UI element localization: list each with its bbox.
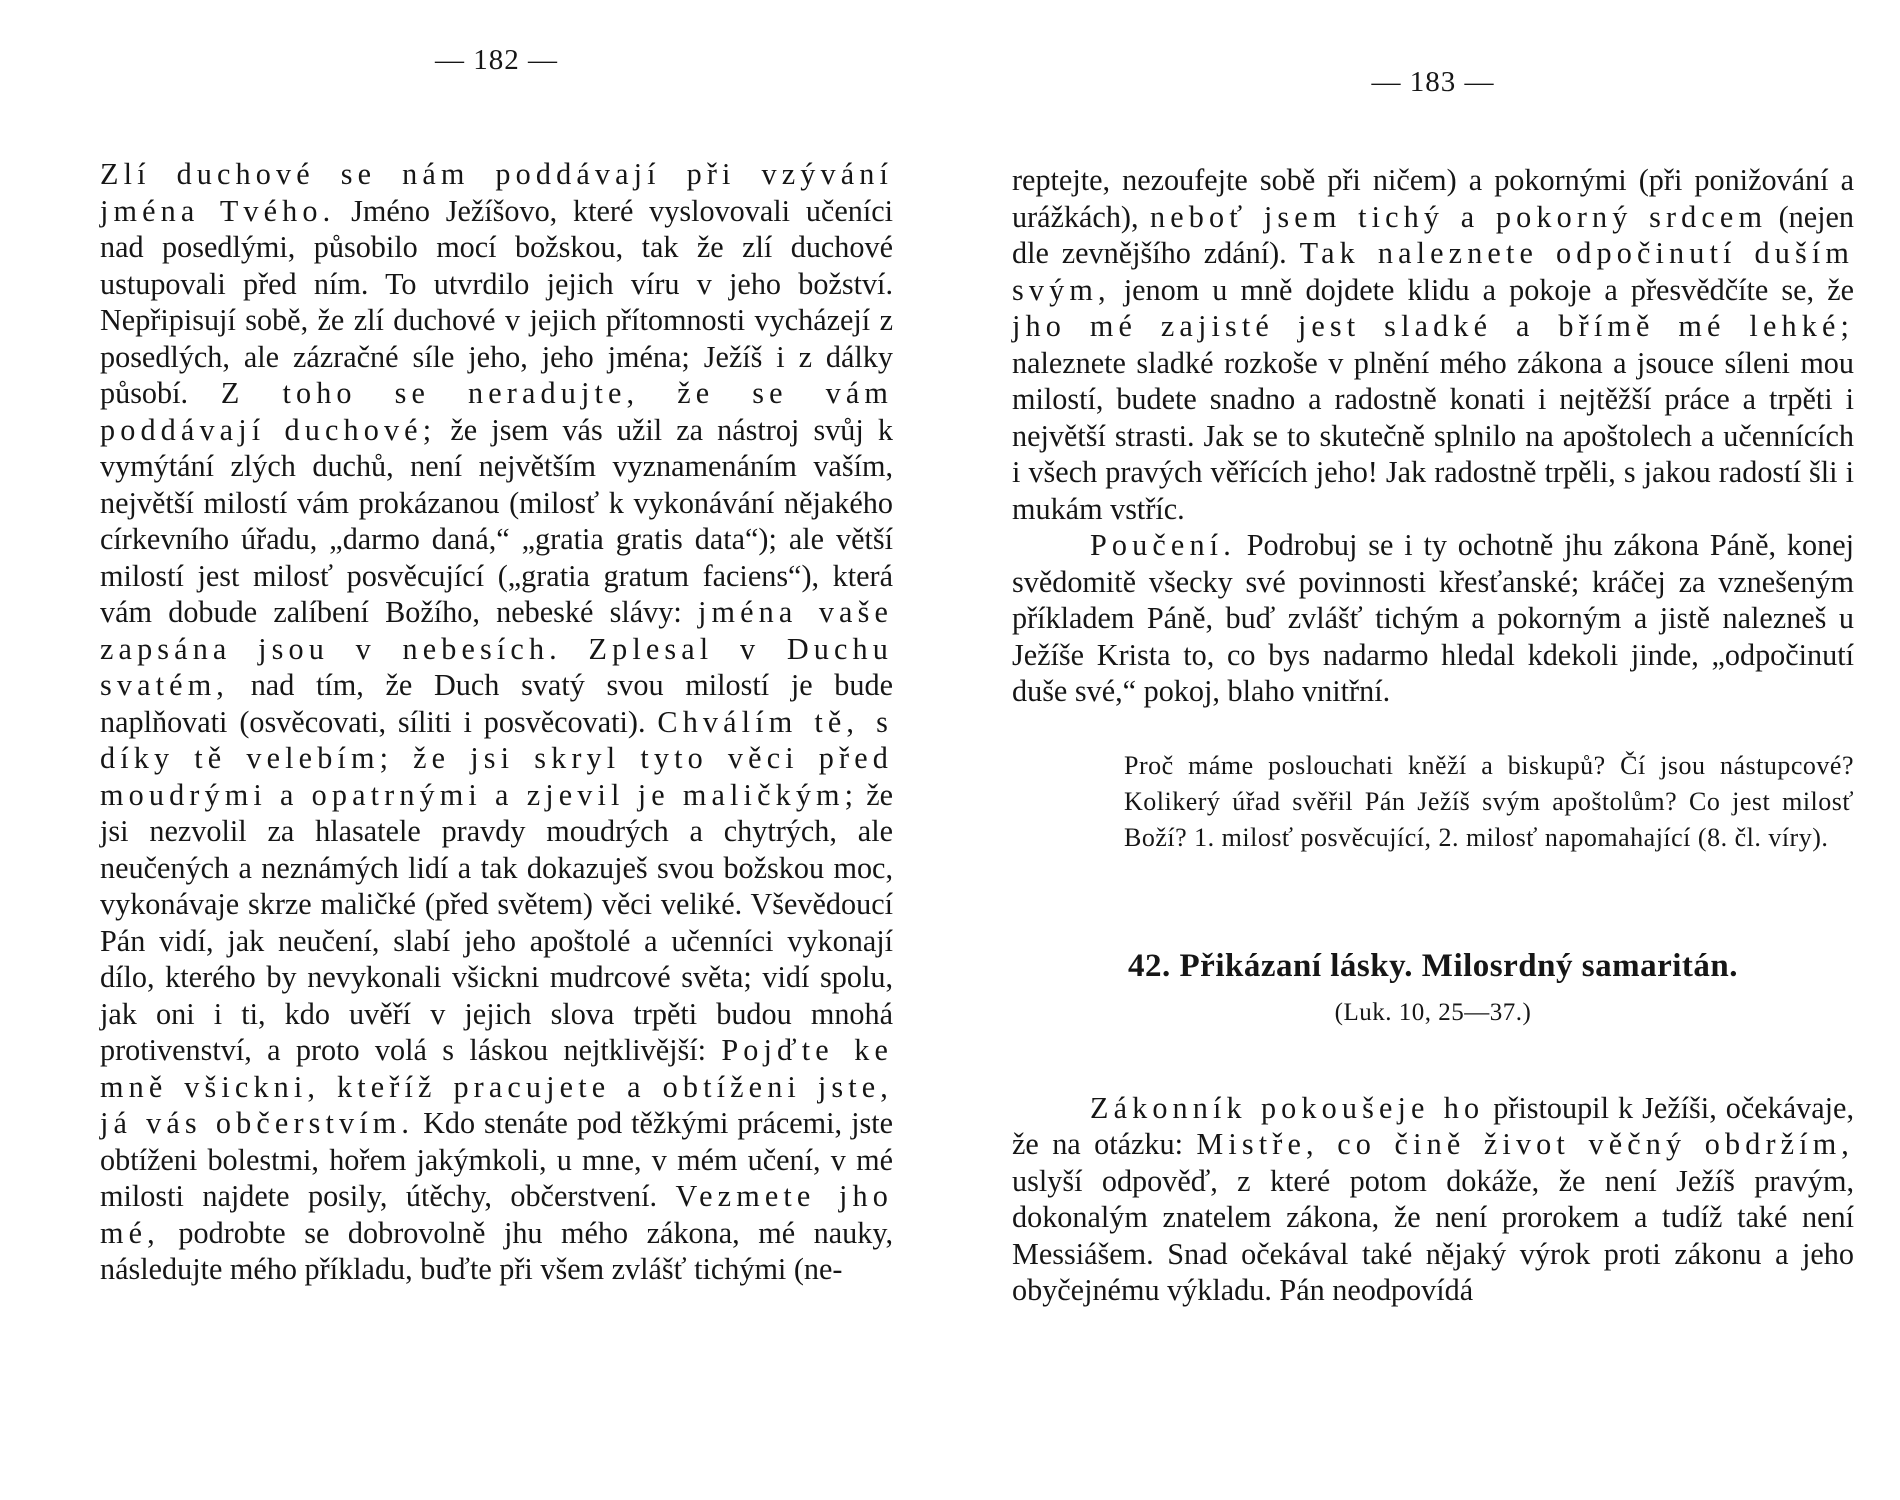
text-run: podrobte se dobrovolně jhu mého zákona, mé nauky, následujte mého příkladu, buďte při všem zvlášť tichými (ne- bbox=[100, 1215, 893, 1286]
text-run: Kdo stenáte pod těžkými prácemi, jste obtíženi bolestmi, hořem jakýmkoli, u mne, v mém učení, v mé milosti najdete posily, útěchy, občerstvení. bbox=[100, 1106, 893, 1213]
chapter-body bbox=[1012, 1090, 1854, 1309]
spaced-emphasis-text: neboť jsem tichý a pokorný srdcem bbox=[1150, 199, 1768, 234]
paragraph bbox=[100, 156, 893, 1288]
spaced-emphasis-text: Vezmete jho mé, bbox=[100, 1179, 893, 1250]
text-run: naleznete sladké rozkoše v plnění mého zákona a jsouce síleni mou milostí, budete snadno a radostně konati i nejtěžší práce a trpěti i největší strasti. Jak se to skutečně splnilo na apoštolech a učennících i všech pravých věřících jeho! Jak radostně trpěli, s jakou radostí šli i mukám vstříc. bbox=[1012, 345, 1854, 526]
paragraph bbox=[1012, 162, 1854, 527]
text-run: reptejte, nezoufejte sobě při ničem) a pokornými (při ponižování a urážkách), bbox=[1012, 163, 1854, 234]
spaced-emphasis-text: Tak naleznete odpočinutí duším svým, bbox=[1012, 236, 1854, 307]
text-run: Jméno Ježíšovo, které vyslovovali učeníci nad posedlými, působilo mocí božskou, tak že zlí duchové ustupovali před ním. To utvrdilo jejich víru v jeho božství. Nepřipisují sobě, že zlí duchové v jejich přítomnosti vycházejí z posedlých, ale zázračné síle jeho, jeho jména; Ježíš i z dálky působí. bbox=[100, 193, 893, 410]
chapter-reference: (Luk. 10, 25—37.) bbox=[1334, 998, 1532, 1026]
text-run: že jsem vás užil za nástroj svůj k vymýtání zlých duchů, není největším vyznamenáním vaším, největší milostí vám prokázanou (milosť k vykonávání nějakého církevního úřadu, „darmo daná,“ „gratia gratis data“); ale větší milostí jest milosť posvěcující („gratia gratum faciens“), která vám dobude zalíbení Božího, nebeské slávy: bbox=[100, 412, 893, 629]
spaced-emphasis-text: jho mé zajisté jest sladké a břímě mé lehké; bbox=[1012, 309, 1854, 343]
spaced-emphasis-text: Z toho se neradujte, že se vám poddávají duchové; bbox=[100, 376, 893, 447]
chapter-title: 42. Přikázaní lásky. Milosrdný samaritán. bbox=[1128, 947, 1738, 984]
paragraph-pouceni bbox=[1012, 527, 1854, 710]
text-run: (nejen dle zevnějšího zdání). bbox=[1012, 199, 1854, 270]
left-page bbox=[100, 40, 893, 1288]
spaced-emphasis-text: jména vaše zapsána jsou v nebesích. Zplesal v Duchu svatém, bbox=[100, 595, 893, 702]
spaced-emphasis-text: Chválím tě, s díky tě velebím; že jsi skryl tyto věci před moudrými a opatrnými a zjevil je maličkým; bbox=[100, 704, 893, 812]
page-number: — 183 — bbox=[1371, 66, 1495, 98]
right-page bbox=[1012, 62, 1854, 1309]
page-number: — 182 — bbox=[435, 44, 558, 76]
spaced-emphasis-text: Mistře, co čině život věčný obdržím, bbox=[1196, 1127, 1854, 1161]
spaced-emphasis-text: Pojďte ke mně všickni, kteříž pracujete a obtíženi jste, já vás občerstvím. bbox=[100, 1033, 893, 1140]
text-run: jenom u mně dojdete klidu a pokoje a přesvědčíte se, že bbox=[1110, 272, 1854, 307]
spaced-emphasis-text: Zlí duchové se nám poddávají při vzývání jména Tvého. bbox=[100, 157, 893, 228]
right-page-body bbox=[1012, 162, 1854, 710]
paragraph bbox=[1012, 1090, 1854, 1309]
review-questions: Proč máme poslouchati kněží a biskupů? Čí jsou nástupcové? Kolikerý úřad svěřil Pán Ježíš svým apoštolům? Co jest milosť Boží? 1. milosť posvěcující, 2. milosť napomahající (8. čl. víry). bbox=[1124, 750, 1854, 852]
text-run: že jsi nezvolil za hlasatele pravdy moudrých a chytrých, ale neučených a neznámých lidí a tak dokazuješ svou božskou moc, vykonávaje skrze maličké (před světem) věci veliké. Vševědoucí Pán vidí, jak neučení, slabí jeho apoštolé a učenníci vykonají dílo, kterého by nevykonali všickni mudrcové světa; vidí spolu, jak oni i ti, kdo uvěří v jejich slova trpěti budou mnohá protivenství, a proto volá s láskou nejtklivější: bbox=[100, 777, 893, 1067]
spaced-emphasis-text: Poučení. bbox=[1090, 528, 1236, 562]
text-run: přistoupil k Ježíši, očekávaje, že na otázku: bbox=[1012, 1090, 1854, 1161]
left-page-body bbox=[100, 156, 893, 1288]
spaced-emphasis-text: Zákonník pokoušeje ho bbox=[1090, 1090, 1485, 1125]
text-run: Podrobuj se i ty ochotně jhu zákona Páně, konej svědomitě všecky své povinnosti křesťanské; kráčej za vznešeným příkladem Páně, buď zvlášť tichým a pokorným a jistě nalezneš u Ježíše Krista to, co bys nadarmo hledal kdekoli jinde, „odpočinutí duše své,“ pokoj, blaho vnitřní. bbox=[1012, 528, 1854, 708]
text-run: nad tím, že Duch svatý svou milostí je bude naplňovati (osvěcovati, síliti i posvěcovati). bbox=[100, 668, 893, 739]
text-run: uslyší odpověď, z které potom dokáže, že není Ježíš pravým, dokonalým znatelem zákona, že není prorokem a tudíž také není Messiášem. Snad očekával také nějaký výrok proti zákonu a jeho obyčejnému výkladu. Pán neodpovídá bbox=[1012, 1163, 1854, 1307]
